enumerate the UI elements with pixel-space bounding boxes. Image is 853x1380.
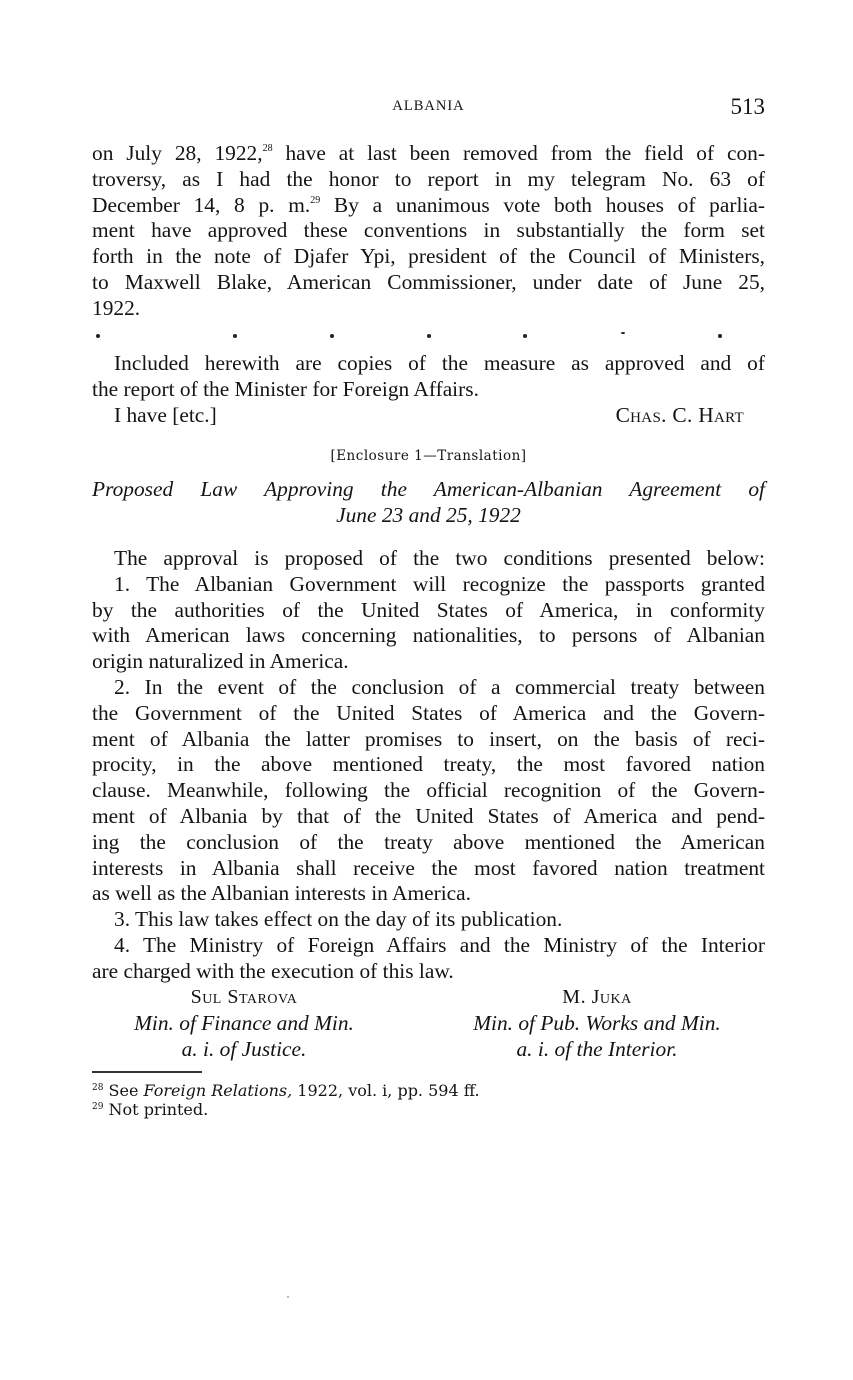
law-item1-line: 1. The Albanian Government will recognize the passports granted — [114, 571, 765, 596]
copies-line: the report of the Minister for Foreign Affairs. — [92, 376, 479, 401]
enclosure-label: [Enclosure 1—Translation] — [330, 448, 527, 464]
copies-line: Included herewith are copies of the measure as approved and of — [114, 351, 765, 375]
footnote-citation: Foreign Relations, — [143, 1081, 293, 1100]
footnote-text: 1922, vol. i, pp. 594 ff. — [292, 1081, 480, 1100]
running-header — [92, 94, 765, 122]
law-intro: The approval is proposed of the two conditions presented below: — [114, 546, 765, 570]
footnote-29 — [92, 1100, 480, 1119]
law-item2-line: the Government of the United States of America and the Govern- — [92, 700, 765, 725]
footnote-ref-29: 29 — [310, 194, 321, 206]
law-body — [92, 546, 765, 985]
law-title — [92, 477, 765, 529]
law-item2-line: clause. Meanwhile, following the official recognition of the Govern- — [92, 778, 765, 803]
signer-title: Min. of Finance and Min. — [134, 1011, 354, 1035]
footnote-mark: 29 — [92, 1102, 104, 1112]
page-number: 513 — [730, 94, 765, 119]
law-title-line: June 23 and 25, 1922 — [336, 502, 521, 527]
closing-signer: Chas. C. Hart — [615, 403, 744, 427]
intro-text-segment: By a unanimous vote both houses of parlia- — [320, 192, 765, 217]
footnotes — [92, 1081, 480, 1119]
law-item2-line: as well as the Albanian interests in America. — [92, 881, 471, 906]
law-item2-line: ment of Albania by that of the United States of America and pend- — [92, 803, 765, 828]
footnote-text: See — [103, 1081, 144, 1100]
law-item1-line: origin naturalized in America. — [92, 649, 349, 674]
ellipsis-dot — [621, 332, 625, 334]
signer-name: M. Juka — [562, 986, 632, 1008]
signature-left — [94, 984, 394, 1062]
ellipsis-dot — [96, 334, 100, 338]
footnote-rule — [92, 1071, 202, 1073]
ellipsis-dots — [92, 330, 765, 342]
intro-text-segment: on July 28, 1922, — [92, 141, 263, 165]
copies-paragraph — [92, 351, 765, 403]
intro-text-segment: have at last been removed from the field of con- — [272, 141, 765, 165]
intro-text-segment: December 14, 8 p. m. — [92, 192, 311, 217]
law-item2-line: interests in Albania shall receive the most favored nation treatment — [92, 855, 765, 880]
law-item1-line: by the authorities of the United States of America, in conformity — [92, 597, 765, 622]
signer-title: a. i. of the Interior. — [516, 1037, 678, 1061]
intro-paragraph — [92, 141, 765, 322]
law-item1-line: with American laws concerning nationalities, to persons of Albanian — [92, 623, 765, 648]
signature-right — [442, 984, 752, 1062]
law-item2-line: ment of Albania the latter promises to insert, on the basis of reci- — [92, 726, 765, 751]
ellipsis-dot — [718, 334, 722, 338]
ellipsis-dot — [523, 334, 527, 338]
law-item4-line: are charged with the execution of this law. — [92, 958, 454, 983]
signer-title: Min. of Pub. Works and Min. — [473, 1011, 721, 1035]
signer-name: Sul Starova — [190, 986, 298, 1008]
law-item3: 3. This law takes effect on the day of its publication. — [114, 907, 563, 932]
intro-line: 1922. — [92, 295, 141, 320]
footnote-28 — [92, 1081, 480, 1100]
intro-line: forth in the note of Djafer Ypi, president of the Council of Ministers, — [92, 244, 765, 269]
signer-title: a. i. of Justice. — [181, 1037, 307, 1061]
footnote-text: Not printed. — [103, 1100, 209, 1119]
law-item2-line: ing the conclusion of the treaty above mentioned the American — [92, 829, 765, 854]
closing-text: I have [etc.] — [114, 403, 217, 427]
law-item2-line: procity, in the above mentioned treaty, the most favored nation — [92, 752, 765, 777]
intro-line: ment have approved these conventions in substantially the form set — [92, 218, 765, 243]
intro-line: troversy, as I had the honor to report in my telegram No. 63 of — [92, 166, 765, 191]
ellipsis-dot — [427, 334, 431, 338]
footnote-ref-28: 28 — [262, 143, 273, 154]
scan-speck — [287, 1296, 289, 1298]
intro-line: to Maxwell Blake, American Commissioner, under date of June 25, — [92, 269, 765, 294]
running-title: ALBANIA — [392, 98, 465, 114]
footnote-mark: 28 — [92, 1083, 104, 1093]
ellipsis-dot — [330, 334, 334, 338]
law-title-line: Proposed Law Approving the American-Albanian Agreement of — [92, 477, 765, 501]
law-item4-line: 4. The Ministry of Foreign Affairs and the Ministry of the Interior — [114, 932, 765, 957]
ellipsis-dot — [233, 334, 237, 338]
law-item2-line: 2. In the event of the conclusion of a commercial treaty between — [114, 674, 765, 699]
